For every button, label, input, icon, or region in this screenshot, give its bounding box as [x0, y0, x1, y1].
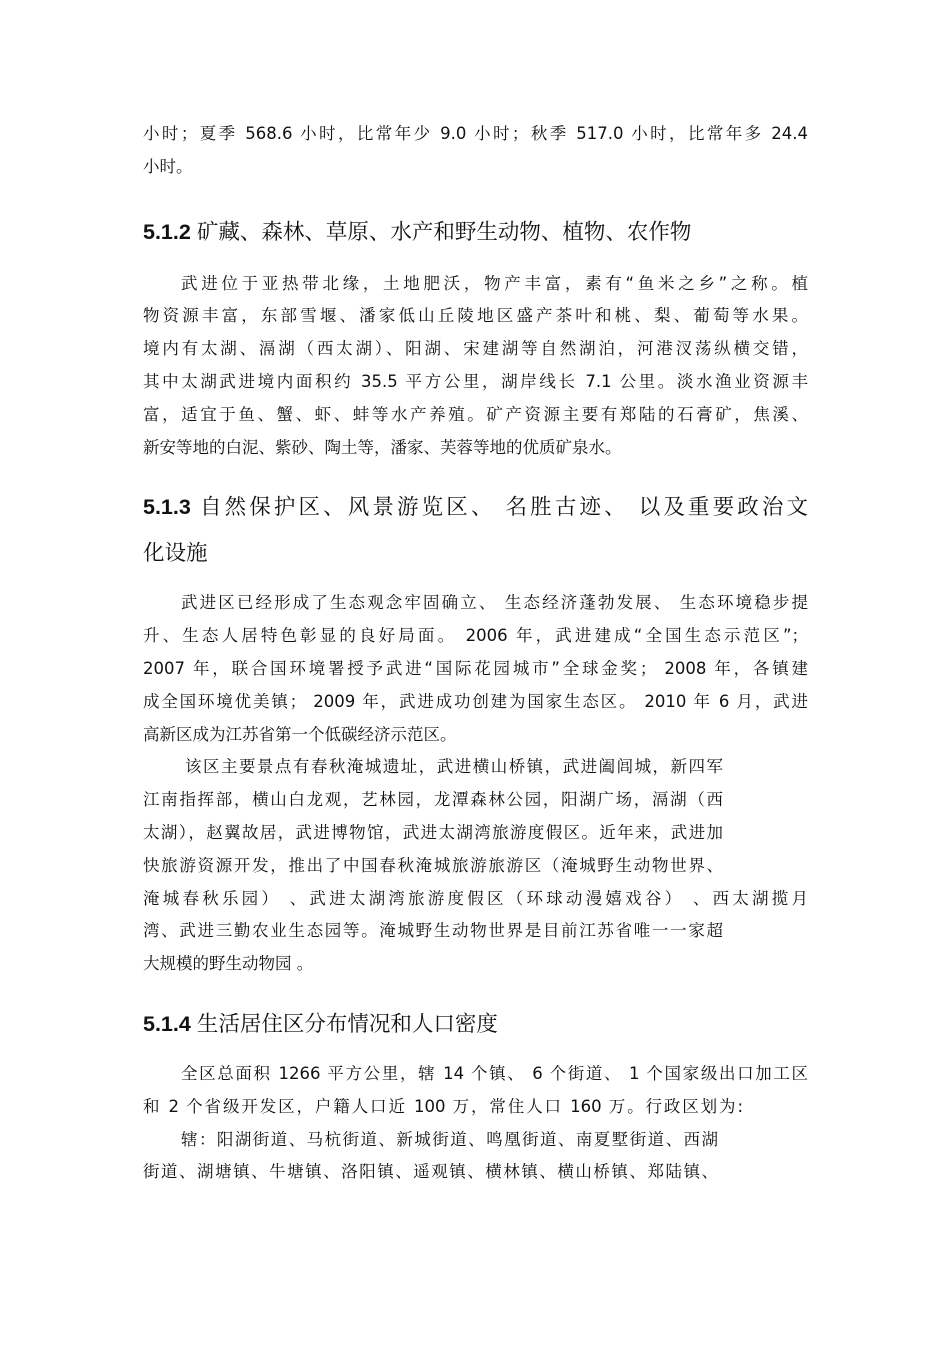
text-line: 武进位于亚热带北缘，土地肥沃，物产丰富，素有“鱼米之乡”之称。植	[181, 273, 808, 293]
section-title-line2: 化设施	[143, 541, 208, 567]
paragraph	[143, 587, 808, 751]
text-line: 其中太湖武进境内面积约 35.5 平方公里，湖岸线长 7.1 公里。淡水渔业资源丰	[143, 371, 808, 391]
section-title: 生活居住区分布情况和人口密度	[196, 1011, 498, 1037]
section-title-line1: 自然保护区、风景游览区、 名胜古迹、 以及重要政治文	[196, 495, 808, 521]
text-line: 和 2 个省级开发区，户籍人口近 100 万，常住人口 160 万。行政区划为:	[143, 1096, 743, 1116]
text-line: 小时。	[143, 156, 193, 176]
section-number: 5.1.2	[143, 219, 191, 244]
text-line: 成全国环境优美镇； 2009 年，武进成功创建为国家生态区。 2010 年 6 月，武进	[143, 691, 808, 711]
section-heading-5-1-4	[143, 1001, 808, 1048]
text-line: 江南指挥部，横山白龙观，艺林园，龙潭森林公园，阳湖广场，滆湖（西	[143, 790, 723, 810]
text-line: 街道、湖塘镇、牛塘镇、洛阳镇、遥观镇、横林镇、横山桥镇、郑陆镇、	[143, 1162, 718, 1182]
paragraph	[143, 1058, 808, 1124]
text-line: 辖：阳湖街道、马杭街道、新城街道、鸣凰街道、南夏墅街道、西湖	[181, 1129, 718, 1149]
top-paragraph	[143, 118, 808, 184]
text-line: 新安等地的白泥、紫砂、陶土等，潘家、芙蓉等地的优质矿泉水。	[143, 437, 622, 457]
section-heading-5-1-2	[143, 209, 808, 256]
text-line: 升、生态人居特色彰显的良好局面。 2006 年，武进建成“全国生态示范区”；	[143, 626, 808, 646]
paragraph	[143, 751, 808, 981]
text-line: 2007 年，联合国环境署授予武进“国际花园城市”全球金奖； 2008 年，各镇建	[143, 658, 808, 678]
section-title: 矿藏、森林、草原、水产和野生动物、植物、农作物	[196, 219, 692, 245]
section-number: 5.1.3	[143, 495, 191, 520]
paragraph	[143, 268, 808, 465]
document-body	[143, 118, 808, 1189]
text-line: 高新区成为江苏省第一个低碳经济示范区。	[143, 724, 457, 744]
text-line: 境内有太湖、滆湖（西太湖）、阳湖、宋建湖等自然湖泊，河港汊荡纵横交错，	[143, 339, 808, 359]
paragraph	[143, 1124, 718, 1190]
text-line: 大规模的野生动物园 。	[143, 954, 314, 974]
text-line: 太湖），赵翼故居，武进博物馆，武进太湖湾旅游度假区。近年来，武进加	[143, 822, 723, 842]
text-line: 小时；夏季 568.6 小时，比常年少 9.0 小时；秋季 517.0 小时，比常年多 24.4	[143, 124, 808, 143]
section-heading-5-1-3	[143, 484, 808, 577]
text-line: 武进区已经形成了生态观念牢固确立、 生态经济蓬勃发展、 生态环境稳步提	[181, 593, 808, 613]
text-line: 该区主要景点有春秋淹城遗址，武进横山桥镇，武进阖闾城，新四军	[185, 757, 723, 777]
text-line: 淹城春秋乐园） 、武进太湖湾旅游度假区（环球动漫嬉戏谷） 、西太湖揽月	[143, 888, 808, 908]
text-line: 全区总面积 1266 平方公里，辖 14 个镇、 6 个街道、 1 个国家级出口加工区	[181, 1063, 808, 1083]
text-line: 富，适宜于鱼、蟹、虾、蚌等水产养殖。矿产资源主要有郑陆的石膏矿，焦溪、	[143, 404, 808, 424]
text-line: 湾、武进三勤农业生态园等。淹城野生动物世界是目前江苏省唯一一家超	[143, 921, 723, 941]
text-line: 物资源丰富，东部雪堰、潘家低山丘陵地区盛产茶叶和桃、梨、葡萄等水果。	[143, 306, 808, 326]
section-number: 5.1.4	[143, 1011, 191, 1036]
text-line: 快旅游资源开发，推出了中国春秋淹城旅游旅游区（淹城野生动物世界、	[143, 855, 723, 875]
